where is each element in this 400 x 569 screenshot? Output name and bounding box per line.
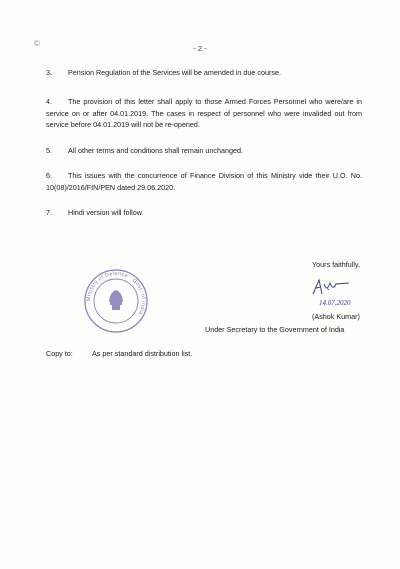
- paragraph-number: 7.: [46, 208, 52, 217]
- signature-mark: [305, 274, 357, 310]
- paragraph-number: 5.: [46, 146, 52, 155]
- paragraph-text: Pension Regulation of the Services will be amended in due course.: [68, 68, 281, 77]
- emblem-icon: [109, 290, 123, 310]
- signatory-designation: Under Secretary to the Government of India: [205, 325, 345, 334]
- paragraph-number: 3.: [46, 68, 52, 77]
- paragraph-text: Hindi version will follow.: [68, 208, 144, 217]
- signature-date: 14.07.2020: [319, 299, 351, 307]
- seal-text: Ministry of Defence · Govt. of India: [85, 270, 147, 316]
- paragraph-5: [46, 145, 362, 157]
- paragraph-text: All other terms and conditions shall remain unchanged.: [68, 146, 243, 155]
- paragraph-text: This issues with the concurrence of Finance Division of this Ministry vide their U.O. No. 10(08)/2016/FIN/PEN dated 29.06.2020.: [46, 171, 362, 192]
- paragraph-text: The provision of this letter shall apply to those Armed Forces Personnel who were/are in service on or after 04.01.2019. The cases in respect of personnel who were invalided out from service before 04.01.2019 will not be re-opened.: [46, 97, 362, 129]
- paragraph-4: [46, 96, 362, 131]
- paragraph-number: 4.: [46, 97, 52, 106]
- page-number: - 2 -: [193, 44, 207, 53]
- paragraph-3: [46, 67, 362, 79]
- copy-to-label: Copy to:: [46, 349, 73, 358]
- signatory-name: (Ashok Kumar): [312, 312, 360, 321]
- paragraph-6: [46, 170, 362, 193]
- margin-mark: ©: [34, 39, 40, 48]
- official-seal: [83, 268, 149, 334]
- copy-to-text: As per standard distribution list.: [92, 349, 193, 358]
- paragraph-number: 6.: [46, 171, 52, 180]
- copy-to-line: [46, 349, 192, 358]
- closing-salutation: Yours faithfully,: [312, 260, 360, 269]
- paragraph-7: [46, 207, 362, 219]
